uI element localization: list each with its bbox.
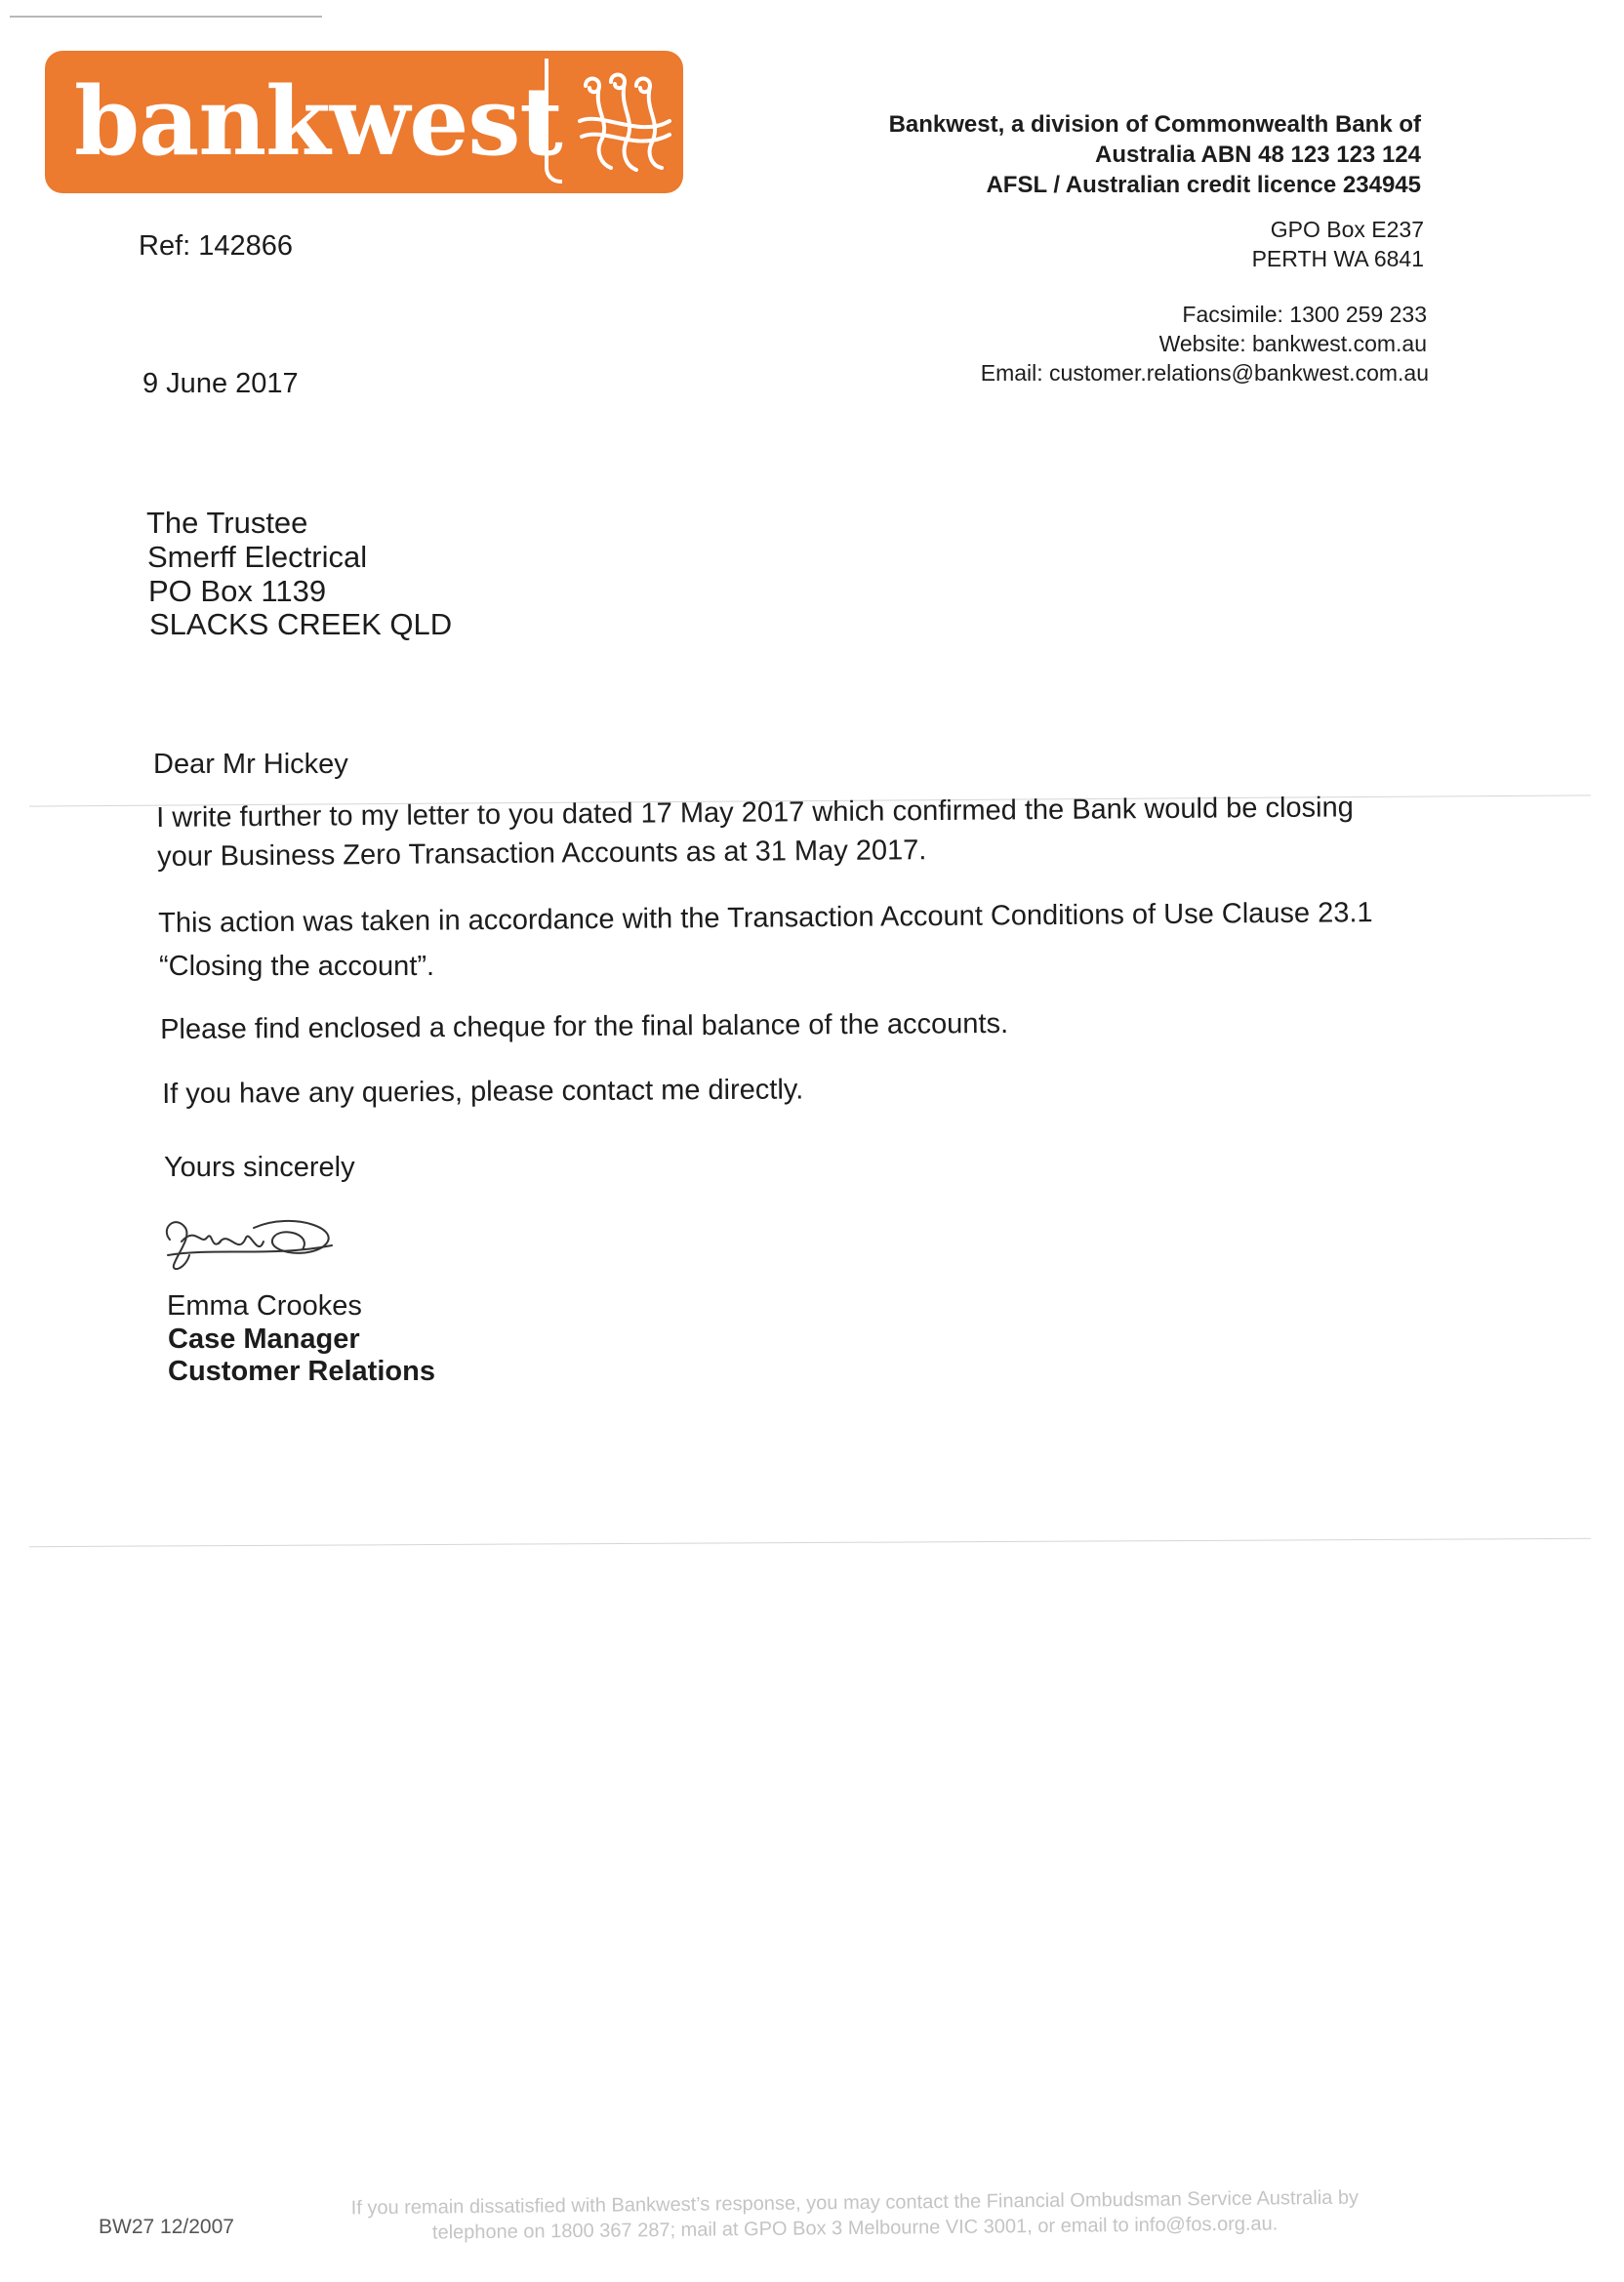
signatory-name: Emma Crookes bbox=[167, 1290, 362, 1322]
reference-number: Ref: 142866 bbox=[139, 230, 294, 262]
swan-emblem-icon bbox=[572, 62, 677, 182]
header-entity-line3: AFSL / Australian credit licence 234945 bbox=[986, 172, 1421, 198]
header-entity-line1: Bankwest, a division of Commonwealth Bank of bbox=[888, 111, 1421, 138]
closing: Yours sincerely bbox=[164, 1152, 355, 1183]
recipient-line3: PO Box 1139 bbox=[148, 574, 327, 608]
paragraph-2-line1: This action was taken in accordance with the Transaction Account Conditions of Use Clause 23.1 bbox=[158, 897, 1373, 939]
header-facsimile: Facsimile: 1300 259 233 bbox=[1182, 302, 1427, 327]
logo-wordmark: bankwest bbox=[74, 66, 562, 177]
form-code: BW27 12/2007 bbox=[99, 2216, 234, 2238]
paragraph-1-line2: your Business Zero Transaction Accounts as at 31 May 2017. bbox=[157, 835, 927, 873]
paragraph-2-line2: “Closing the account”. bbox=[159, 951, 435, 982]
signatory-title1: Case Manager bbox=[168, 1324, 360, 1355]
handwritten-signature bbox=[156, 1208, 351, 1286]
footer-disclaimer-line2: telephone on 1800 367 287; mail at GPO Box 3 Melbourne VIC 3001, or email to info@fos.org.au. bbox=[431, 2213, 1279, 2244]
footer-disclaimer bbox=[289, 2184, 1421, 2247]
scan-line-lower bbox=[29, 1538, 1591, 1547]
footer-disclaimer-line1: If you remain dissatisfied with Bankwest’s response, you may contact the Financial Ombudsman Service Australia by bbox=[350, 2186, 1360, 2220]
letter-date: 9 June 2017 bbox=[142, 368, 299, 399]
paragraph-4: If you have any queries, please contact me directly. bbox=[162, 1074, 804, 1110]
bankwest-logo bbox=[45, 51, 683, 193]
header-website: Website: bankwest.com.au bbox=[1158, 331, 1427, 356]
header-entity-line2: Australia ABN 48 123 123 124 bbox=[1095, 142, 1421, 168]
logo-divider bbox=[545, 59, 562, 183]
recipient-line1: The Trustee bbox=[146, 506, 308, 540]
signatory-title2: Customer Relations bbox=[168, 1356, 435, 1387]
recipient-line2: Smerff Electrical bbox=[147, 540, 368, 574]
paragraph-3: Please find enclosed a cheque for the final balance of the accounts. bbox=[160, 1007, 1009, 1045]
header-po-box: GPO Box E237 bbox=[1270, 217, 1424, 242]
scan-line-top bbox=[10, 16, 322, 18]
salutation: Dear Mr Hickey bbox=[153, 749, 348, 780]
header-city: PERTH WA 6841 bbox=[1251, 246, 1424, 271]
paragraph-1-line1: I write further to my letter to you dated 17 May 2017 which confirmed the Bank would be closing bbox=[156, 792, 1354, 834]
recipient-line4: SLACKS CREEK QLD bbox=[149, 607, 453, 641]
header-email-link[interactable]: Email: customer.relations@bankwest.com.au bbox=[980, 360, 1429, 386]
